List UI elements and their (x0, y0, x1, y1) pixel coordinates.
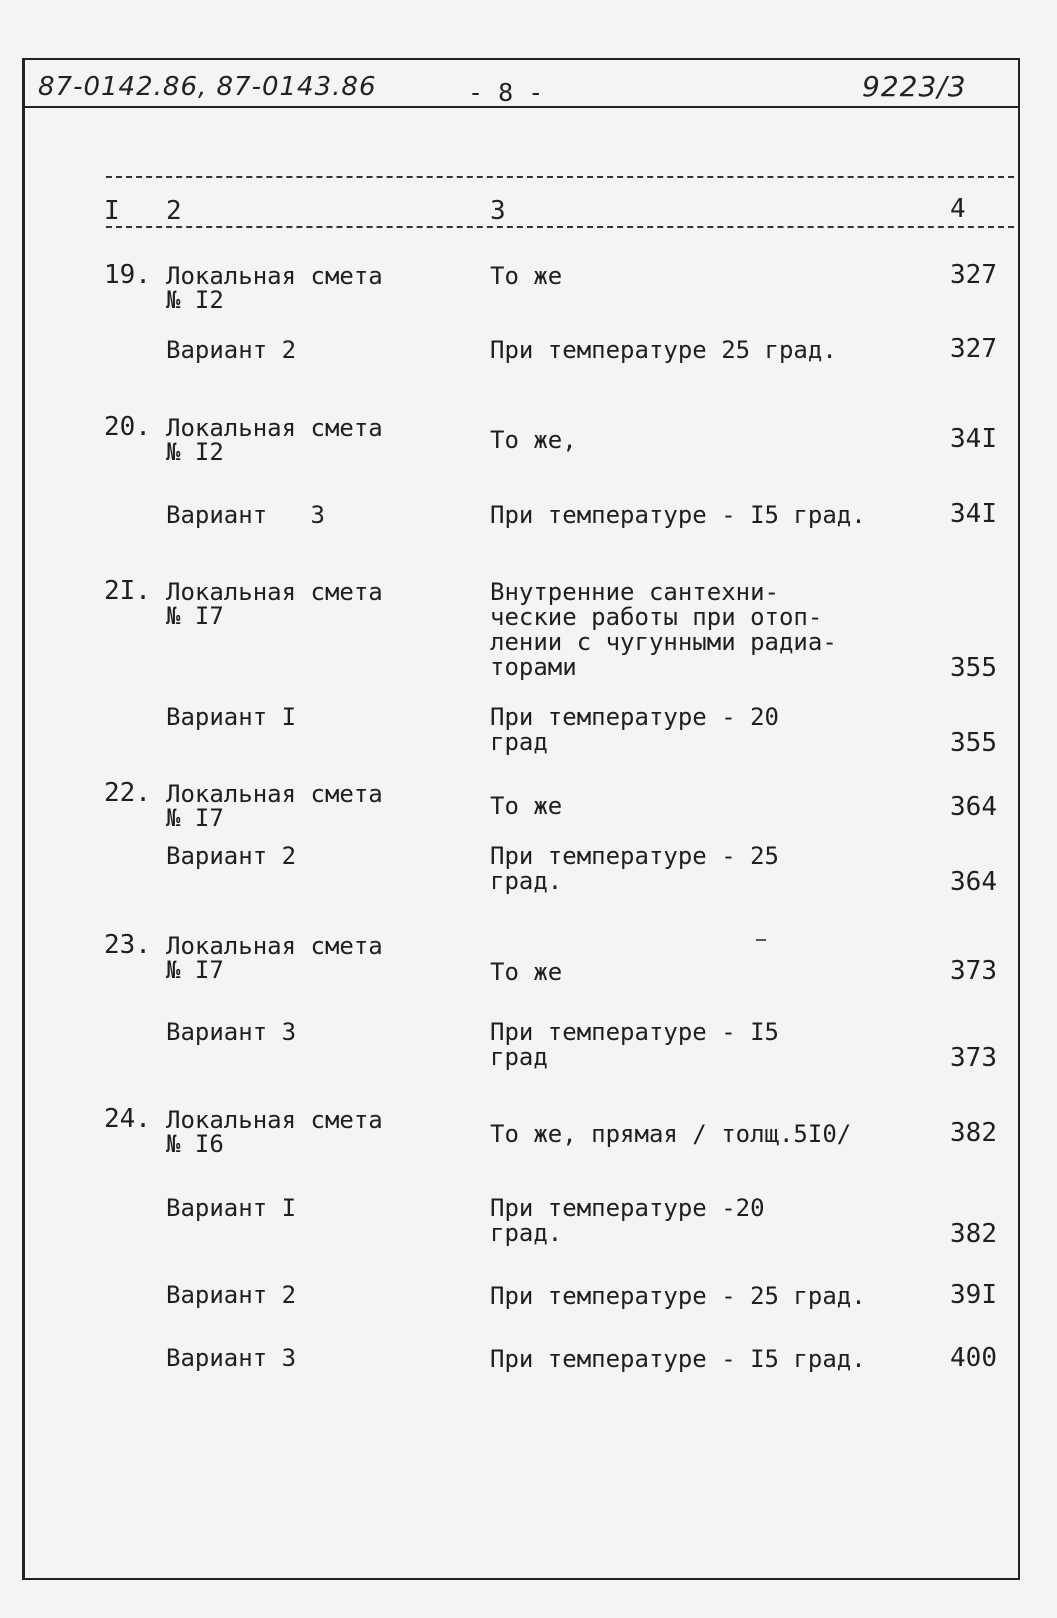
scan-speck (756, 939, 766, 941)
item-number: 19. (104, 260, 151, 290)
item-value: 355 (950, 728, 997, 758)
column-header-rule (106, 226, 1014, 228)
item-number: 24. (104, 1104, 151, 1134)
item-value: 34I (950, 499, 997, 529)
item-number: 20. (104, 412, 151, 442)
item-title: Локальная смета (166, 414, 383, 442)
item-value: 373 (950, 956, 997, 986)
variant-label: Вариант 2 (166, 336, 297, 364)
variant-label: Вариант 2 (166, 842, 297, 870)
item-description-line: град (490, 1043, 548, 1071)
item-value: 39I (950, 1280, 997, 1310)
item-description: То же (490, 958, 563, 986)
item-description-line: ческие работы при отоп- (490, 603, 823, 631)
item-description-line: торами (490, 653, 577, 681)
item-value: 364 (950, 792, 997, 822)
doc-numbers: 87-0142.86, 87-0143.86 (38, 72, 377, 102)
item-description-line: лении с чугунными радиа- (490, 628, 837, 656)
item-description-line: При температуре -20 (490, 1194, 765, 1222)
item-subtitle: № I7 (166, 602, 224, 630)
variant-label: Вариант I (166, 703, 297, 731)
item-number: 2I. (104, 576, 151, 606)
item-description: То же, прямая / толщ.5I0/ (490, 1120, 852, 1148)
item-description: При температуре - I5 град. (490, 1345, 866, 1373)
item-description-line: град. (490, 867, 563, 895)
item-description-line: град. (490, 1219, 563, 1247)
table-top-rule (106, 176, 1014, 178)
item-subtitle: № I7 (166, 956, 224, 984)
item-value: 382 (950, 1219, 997, 1249)
item-value: 400 (950, 1343, 997, 1373)
item-description-line: При температуре - 20 (490, 703, 779, 731)
column-header-3: 3 (490, 196, 506, 226)
item-description: То же (490, 262, 563, 290)
item-subtitle: № I2 (166, 438, 224, 466)
item-value: 364 (950, 867, 997, 897)
column-header-2: 2 (166, 196, 182, 226)
item-title: Локальная смета (166, 932, 383, 960)
variant-label: Вариант 3 (166, 1344, 297, 1372)
item-subtitle: № I7 (166, 804, 224, 832)
item-description: При температуре 25 град. (490, 336, 837, 364)
variant-label: Вариант I (166, 1194, 297, 1222)
item-title: Локальная смета (166, 578, 383, 606)
item-description-line: При температуре - 25 (490, 842, 779, 870)
item-value: 355 (950, 653, 997, 683)
item-subtitle: № I2 (166, 286, 224, 314)
item-value: 34I (950, 424, 997, 454)
variant-label: Вариант 2 (166, 1281, 297, 1309)
item-title: Локальная смета (166, 262, 383, 290)
item-value: 327 (950, 334, 997, 364)
item-title: Локальная смета (166, 780, 383, 808)
item-description: То же (490, 792, 563, 820)
item-number: 23. (104, 930, 151, 960)
column-header-1: I (104, 196, 120, 226)
item-description: При температуре - 25 град. (490, 1282, 866, 1310)
item-description-line: Внутренние сантехни- (490, 578, 779, 606)
item-value: 382 (950, 1118, 997, 1148)
column-header-4: 4 (950, 194, 966, 224)
item-title: Локальная смета (166, 1106, 383, 1134)
item-value: 373 (950, 1043, 997, 1073)
item-description: То же, (490, 426, 577, 454)
item-subtitle: № I6 (166, 1130, 224, 1158)
item-description-line: град (490, 728, 548, 756)
item-number: 22. (104, 778, 151, 808)
page-number: - 8 - (468, 78, 544, 107)
doc-code: 9223/3 (862, 70, 967, 103)
item-value: 327 (950, 260, 997, 290)
variant-label: Вариант 3 (166, 501, 325, 529)
item-description: При температуре - I5 град. (490, 501, 866, 529)
item-description-line: При температуре - I5 (490, 1018, 779, 1046)
variant-label: Вариант 3 (166, 1018, 297, 1046)
